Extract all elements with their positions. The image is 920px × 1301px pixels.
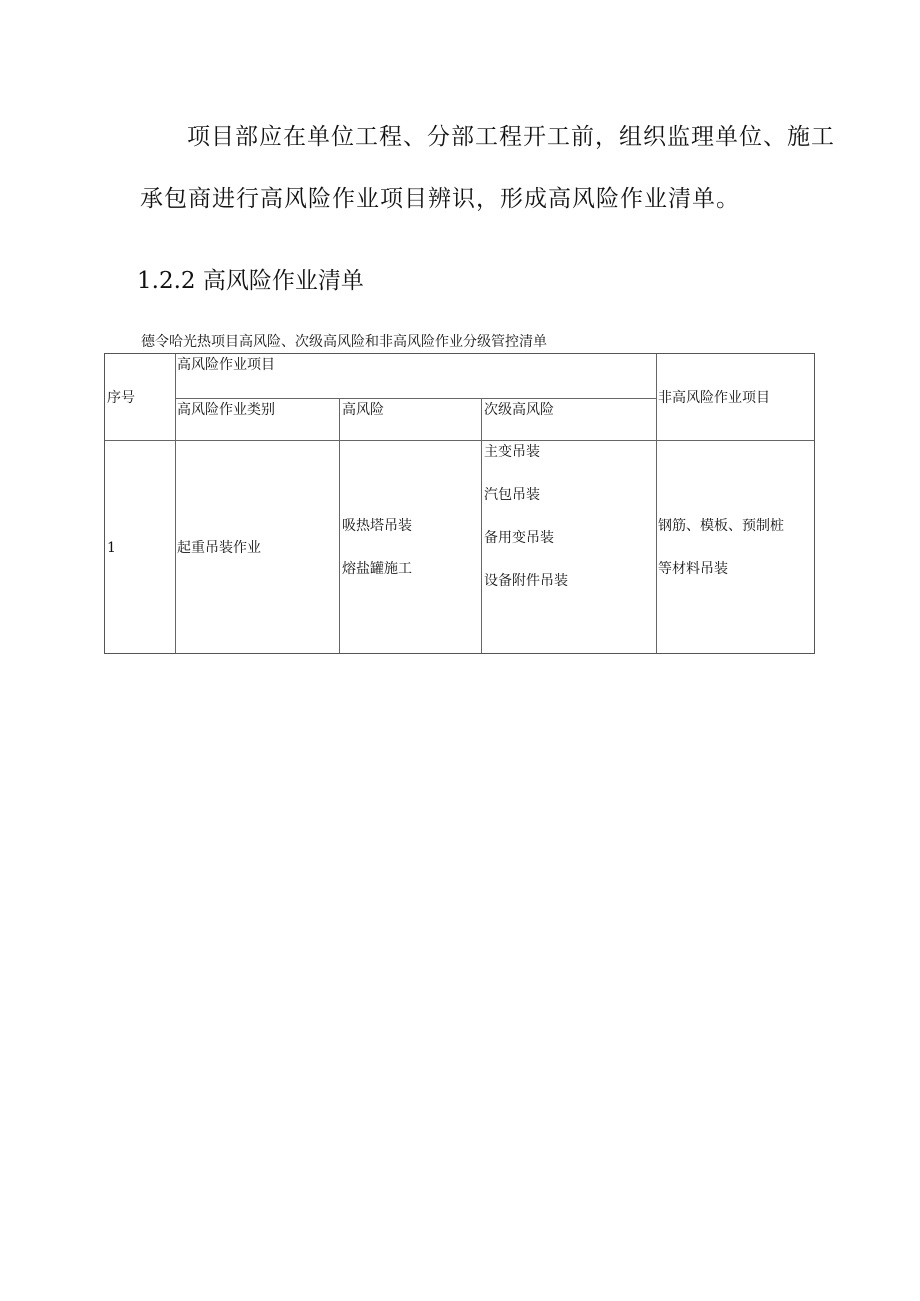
row-high-risk-item: 吸热塔吊装 [342, 518, 412, 534]
row-category: 起重吊装作业 [177, 540, 261, 556]
table-divider-secondary [656, 354, 657, 653]
row-secondary-item: 主变吊装 [484, 444, 540, 460]
intro-paragraph-line-2: 承包商进行高风险作业项目辨识，形成高风险作业清单。 [140, 186, 740, 212]
header-category: 高风险作业类别 [177, 402, 275, 418]
table-divider-high-risk [481, 398, 482, 653]
header-seq: 序号 [107, 390, 135, 406]
row-high-risk-item: 熔盐罐施工 [342, 561, 412, 577]
table-divider-subheader [175, 398, 656, 399]
row-secondary-item: 设备附件吊装 [484, 573, 568, 589]
row-secondary-item: 备用变吊装 [484, 530, 554, 546]
table-divider-header [105, 440, 814, 441]
header-high-risk: 高风险 [342, 402, 384, 418]
row-secondary-item: 汽包吊装 [484, 487, 540, 503]
risk-classification-table [104, 353, 815, 654]
row-non-high-risk-item: 等材料吊装 [658, 561, 728, 577]
header-high-risk-items: 高风险作业项目 [177, 357, 275, 373]
intro-paragraph-line-1: 项目部应在单位工程、分部工程开工前，组织监理单位、施工 [187, 124, 835, 150]
header-secondary-high-risk: 次级高风险 [484, 402, 554, 418]
header-non-high-risk-items: 非高风险作业项目 [658, 390, 770, 406]
table-divider-category [339, 398, 340, 653]
row-non-high-risk-item: 钢筋、模板、预制桩 [658, 518, 784, 534]
section-heading: 1.2.2 高风险作业清单 [137, 268, 364, 294]
row-seq: 1 [107, 540, 116, 556]
table-caption: 德令哈光热项目高风险、次级高风险和非高风险作业分级管控清单 [141, 334, 547, 350]
